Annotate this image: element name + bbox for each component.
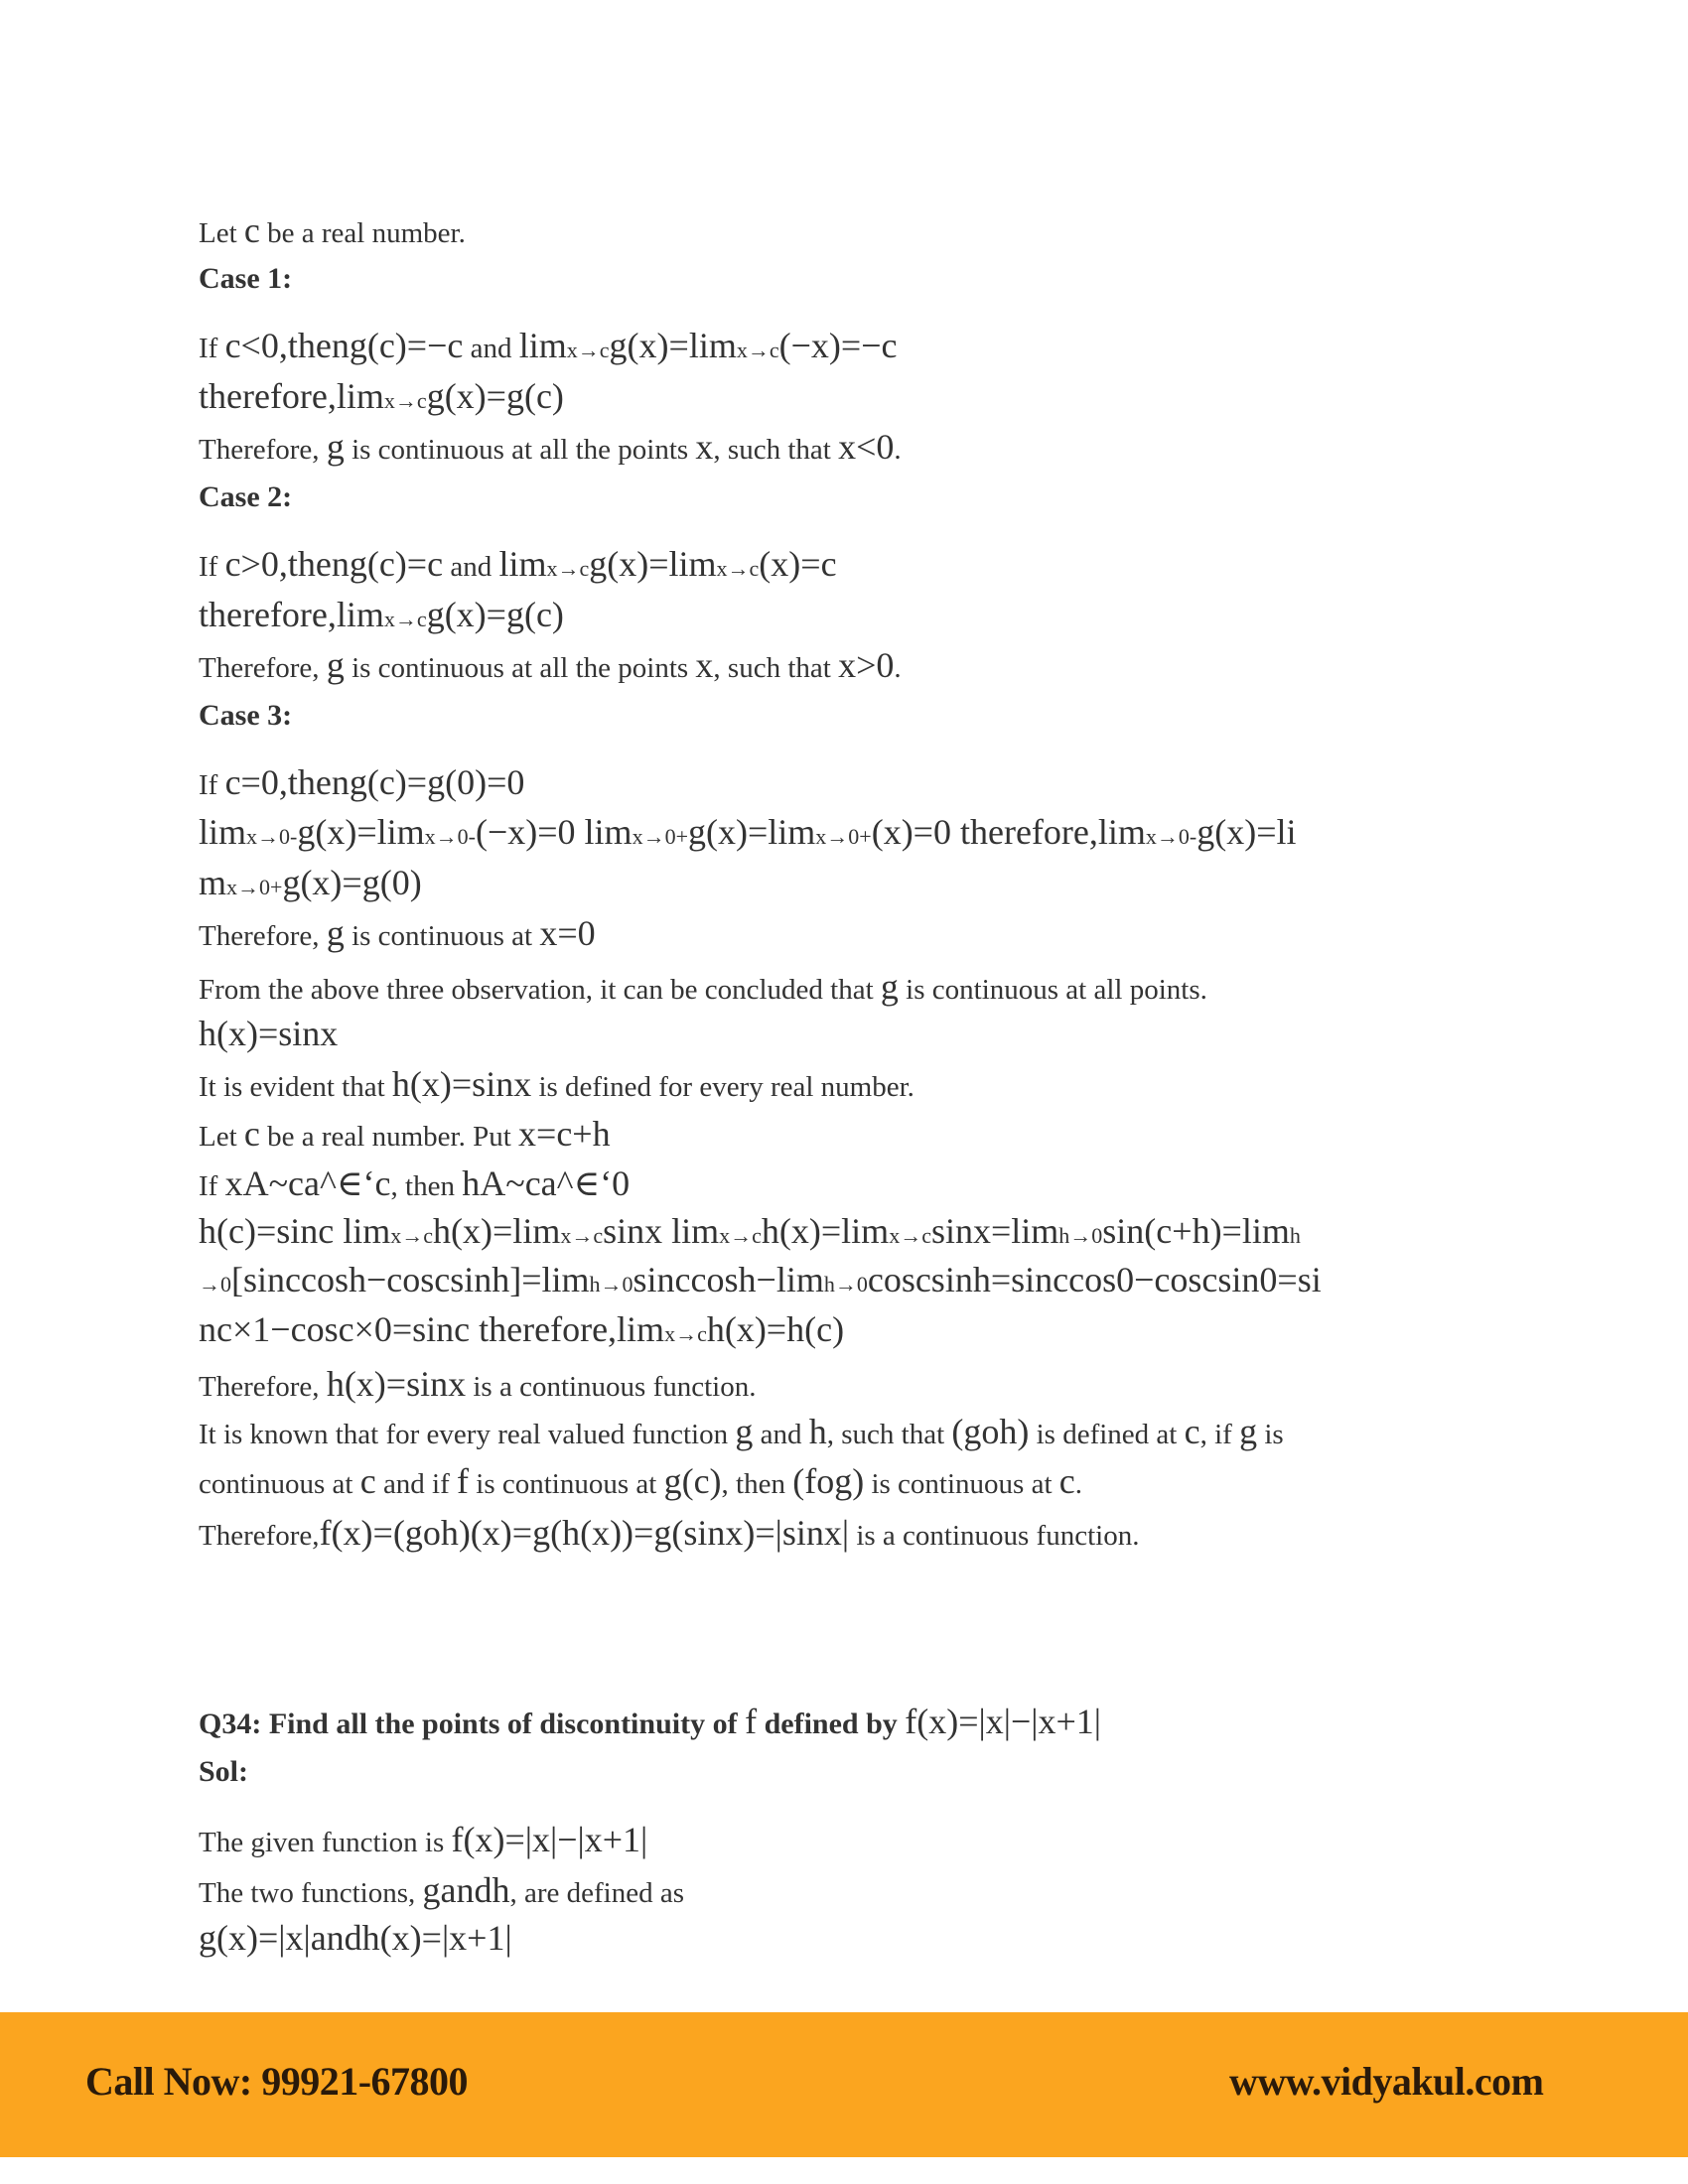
section-heading bbox=[199, 482, 292, 512]
math-expression: f(x)=|x|−|x+1| bbox=[905, 1702, 1101, 1741]
text-line bbox=[199, 1463, 1082, 1499]
text-line bbox=[199, 1213, 1301, 1249]
prose-text: Therefore, bbox=[199, 434, 327, 466]
math-expression: g(c) bbox=[663, 1461, 722, 1501]
prose-text: , then bbox=[721, 1468, 793, 1500]
text-line bbox=[199, 969, 1207, 1005]
math-expression: h(x)=sinx bbox=[199, 1014, 339, 1053]
prose-text: is continuous at bbox=[469, 1468, 664, 1500]
math-expression: nc×1−cosc×0=sinc therefore,lim bbox=[199, 1309, 665, 1349]
prose-text: is a continuous function. bbox=[466, 1371, 757, 1403]
math-expression: h(x)=sinx bbox=[391, 1064, 532, 1104]
math-expression: sinx=lim bbox=[930, 1211, 1059, 1251]
math-subscript: x→0+ bbox=[815, 824, 872, 849]
heading-text: Case 2: bbox=[199, 480, 293, 513]
prose-text: and bbox=[443, 551, 499, 583]
math-expression: c<0,theng(c)=−c bbox=[224, 326, 464, 365]
prose-text: Therefore, bbox=[199, 920, 327, 952]
math-expression: xA~ca^∈‘c bbox=[224, 1163, 391, 1203]
prose-text: and if bbox=[375, 1468, 458, 1500]
prose-text: It is evident that bbox=[199, 1071, 392, 1103]
math-expression: g(x)=lim bbox=[589, 544, 717, 584]
math-expression: (fog) bbox=[792, 1461, 865, 1501]
prose-text: The two functions, bbox=[199, 1877, 423, 1909]
math-expression: g bbox=[880, 967, 899, 1007]
math-expression: g bbox=[326, 913, 345, 953]
prose-text: is continuous at all points. bbox=[898, 974, 1207, 1006]
section-heading bbox=[199, 264, 292, 294]
math-expression: sinx lim bbox=[603, 1211, 720, 1251]
prose-text: be a real number. Put bbox=[259, 1121, 519, 1153]
math-subscript: h→0 bbox=[823, 1272, 868, 1297]
math-expression: h bbox=[808, 1412, 827, 1451]
math-expression: h(x)=lim bbox=[761, 1211, 890, 1251]
bold-text: defined by bbox=[757, 1707, 906, 1740]
text-line bbox=[199, 1822, 647, 1857]
math-expression: g(x)=g(c) bbox=[426, 376, 564, 416]
math-expression: x=0 bbox=[539, 913, 596, 953]
math-expression: x>0 bbox=[838, 645, 895, 685]
math-subscript: x→0+ bbox=[632, 824, 688, 849]
math-expression: lim bbox=[498, 544, 547, 584]
prose-text: . bbox=[1074, 1468, 1082, 1500]
prose-text: is continuous at bbox=[344, 920, 540, 952]
text-line bbox=[199, 1366, 757, 1402]
math-expression: m bbox=[199, 863, 227, 902]
math-subscript: h→0 bbox=[589, 1272, 633, 1297]
math-subscript: x→c bbox=[716, 556, 760, 581]
footer-banner bbox=[0, 2012, 1688, 2157]
prose-text: , are defined as bbox=[509, 1877, 685, 1909]
prose-text: , such that bbox=[826, 1419, 952, 1450]
prose-text: be a real number. bbox=[259, 217, 466, 249]
text-line bbox=[199, 597, 564, 632]
call-now-text: Call Now: 99921-67800 bbox=[85, 2059, 469, 2104]
math-expression: x<0 bbox=[838, 427, 895, 467]
prose-text: Therefore, bbox=[199, 652, 327, 684]
text-line bbox=[199, 647, 902, 683]
math-subscript: x→c bbox=[383, 607, 427, 631]
prose-text: If bbox=[199, 769, 225, 801]
text-line bbox=[199, 1016, 338, 1051]
prose-text: and bbox=[753, 1419, 809, 1450]
math-expression: g(x)=g(0) bbox=[282, 863, 422, 902]
math-expression: g bbox=[326, 427, 345, 467]
prose-text: is continuous at bbox=[864, 1468, 1059, 1500]
text-line bbox=[199, 429, 902, 465]
text-line bbox=[199, 378, 564, 414]
math-subscript: x→c bbox=[719, 1223, 762, 1248]
prose-text: and bbox=[463, 333, 519, 364]
math-expression: c bbox=[243, 210, 260, 250]
prose-text: Let bbox=[199, 1121, 244, 1153]
math-expression: x bbox=[695, 427, 714, 467]
math-expression: f(x)=|x|−|x+1| bbox=[451, 1820, 648, 1859]
math-subscript: x→0- bbox=[424, 824, 476, 849]
math-expression: lim bbox=[199, 812, 247, 852]
prose-text: If bbox=[199, 551, 225, 583]
math-expression: therefore,lim bbox=[199, 376, 384, 416]
math-expression: (x)=0 therefore,lim bbox=[871, 812, 1146, 852]
math-subscript: x→0+ bbox=[226, 875, 283, 899]
math-expression: therefore,lim bbox=[199, 595, 384, 634]
math-expression: c bbox=[1058, 1461, 1075, 1501]
prose-text: is defined for every real number. bbox=[531, 1071, 914, 1103]
text-line bbox=[199, 1262, 1322, 1297]
prose-text: From the above three observation, it can be concluded that bbox=[199, 974, 881, 1006]
text-line bbox=[199, 1116, 611, 1152]
math-expression: [sinccosh−coscsinh]=lim bbox=[231, 1260, 590, 1299]
heading-text: Sol: bbox=[199, 1755, 249, 1788]
text-line bbox=[199, 1872, 684, 1908]
prose-text: is a continuous function. bbox=[849, 1520, 1140, 1552]
prose-text: , such that bbox=[713, 652, 839, 684]
prose-text: It is known that for every real valued function bbox=[199, 1419, 736, 1450]
math-subscript: x→c bbox=[889, 1223, 931, 1248]
math-expression: f bbox=[457, 1461, 470, 1501]
prose-text: , if bbox=[1199, 1419, 1240, 1450]
prose-text: . bbox=[894, 652, 902, 684]
math-expression: (x)=c bbox=[759, 544, 837, 584]
text-line bbox=[199, 865, 422, 900]
prose-text: The given function is bbox=[199, 1827, 452, 1858]
math-expression: x=c+h bbox=[518, 1114, 611, 1154]
bold-text: Q34: Find all the points of discontinuity of bbox=[199, 1707, 746, 1740]
heading-text: Case 1: bbox=[199, 262, 293, 295]
math-expression: g bbox=[735, 1412, 754, 1451]
section-heading bbox=[199, 701, 292, 731]
math-expression: h(c)=sinc lim bbox=[199, 1211, 391, 1251]
prose-text: is continuous at all the points bbox=[344, 652, 696, 684]
prose-text: Let bbox=[199, 217, 244, 249]
math-expression: h(x)=lim bbox=[433, 1211, 561, 1251]
section-heading bbox=[199, 1757, 248, 1787]
math-expression: (−x)=0 lim bbox=[475, 812, 633, 852]
text-line bbox=[199, 1414, 1284, 1449]
math-subscript: x→c bbox=[383, 388, 427, 413]
question-heading bbox=[199, 1704, 1101, 1739]
math-expression: g(x)=lim bbox=[687, 812, 816, 852]
prose-text: , such that bbox=[713, 434, 839, 466]
math-expression: g bbox=[1239, 1412, 1258, 1451]
math-subscript: h bbox=[1289, 1223, 1301, 1248]
prose-text: is defined at bbox=[1029, 1419, 1185, 1450]
text-line bbox=[199, 1920, 512, 1956]
math-expression: c bbox=[243, 1114, 260, 1154]
math-expression: g(x)=lim bbox=[609, 326, 737, 365]
math-expression: x bbox=[695, 645, 714, 685]
text-line bbox=[199, 1165, 630, 1201]
math-expression: sin(c+h)=lim bbox=[1102, 1211, 1290, 1251]
prose-text: If bbox=[199, 1170, 225, 1202]
math-expression: g bbox=[326, 645, 345, 685]
math-expression: g(x)=g(c) bbox=[426, 595, 564, 634]
math-expression: f bbox=[745, 1702, 758, 1741]
math-expression: c bbox=[359, 1461, 376, 1501]
math-expression: c>0,theng(c)=c bbox=[224, 544, 444, 584]
text-line bbox=[199, 915, 596, 951]
math-expression: hA~ca^∈‘0 bbox=[462, 1163, 631, 1203]
text-line bbox=[199, 1066, 914, 1102]
prose-text: . bbox=[894, 434, 902, 466]
math-subscript: x→c bbox=[560, 1223, 604, 1248]
prose-text: If bbox=[199, 333, 225, 364]
math-subscript: h→0 bbox=[1058, 1223, 1103, 1248]
prose-text: is continuous at all the points bbox=[344, 434, 696, 466]
text-line bbox=[199, 1515, 1139, 1551]
prose-text: is bbox=[1257, 1419, 1284, 1450]
math-subscript: →0 bbox=[199, 1272, 231, 1297]
math-expression: g(x)=li bbox=[1196, 812, 1297, 852]
text-line bbox=[199, 546, 837, 582]
text-line bbox=[199, 212, 466, 248]
website-link[interactable]: www.vidyakul.com bbox=[1229, 2059, 1544, 2104]
math-expression: (−x)=−c bbox=[778, 326, 898, 365]
math-subscript: x→c bbox=[390, 1223, 434, 1248]
math-expression: c bbox=[1184, 1412, 1200, 1451]
math-subscript: x→c bbox=[736, 338, 779, 362]
heading-text: Case 3: bbox=[199, 699, 293, 732]
math-subscript: x→c bbox=[664, 1321, 707, 1346]
math-subscript: x→0- bbox=[246, 824, 298, 849]
math-expression: f(x)=(goh)(x)=g(h(x))=g(sinx)=|sinx| bbox=[319, 1513, 850, 1553]
math-expression: h(x)=sinx bbox=[326, 1364, 467, 1404]
math-expression: h(x)=h(c) bbox=[706, 1309, 845, 1349]
math-expression: g(x)=|x|andh(x)=|x+1| bbox=[199, 1918, 512, 1958]
prose-text: Therefore, bbox=[199, 1520, 320, 1552]
text-line bbox=[199, 814, 1297, 850]
math-expression: lim bbox=[518, 326, 567, 365]
math-expression: sinccosh−lim bbox=[633, 1260, 824, 1299]
math-expression: (goh) bbox=[951, 1412, 1030, 1451]
text-line bbox=[199, 1311, 844, 1347]
text-line bbox=[199, 328, 897, 363]
math-subscript: x→0- bbox=[1145, 824, 1197, 849]
math-expression: c=0,theng(c)=g(0)=0 bbox=[224, 762, 525, 802]
prose-text: , then bbox=[390, 1170, 463, 1202]
math-subscript: x→c bbox=[546, 556, 590, 581]
math-expression: g(x)=lim bbox=[297, 812, 425, 852]
prose-text: Therefore, bbox=[199, 1371, 327, 1403]
math-subscript: x→c bbox=[566, 338, 610, 362]
math-expression: gandh bbox=[422, 1870, 510, 1910]
math-expression: coscsinh=sinccos0−coscsin0=si bbox=[867, 1260, 1322, 1299]
prose-text: continuous at bbox=[199, 1468, 360, 1500]
text-line bbox=[199, 764, 524, 800]
